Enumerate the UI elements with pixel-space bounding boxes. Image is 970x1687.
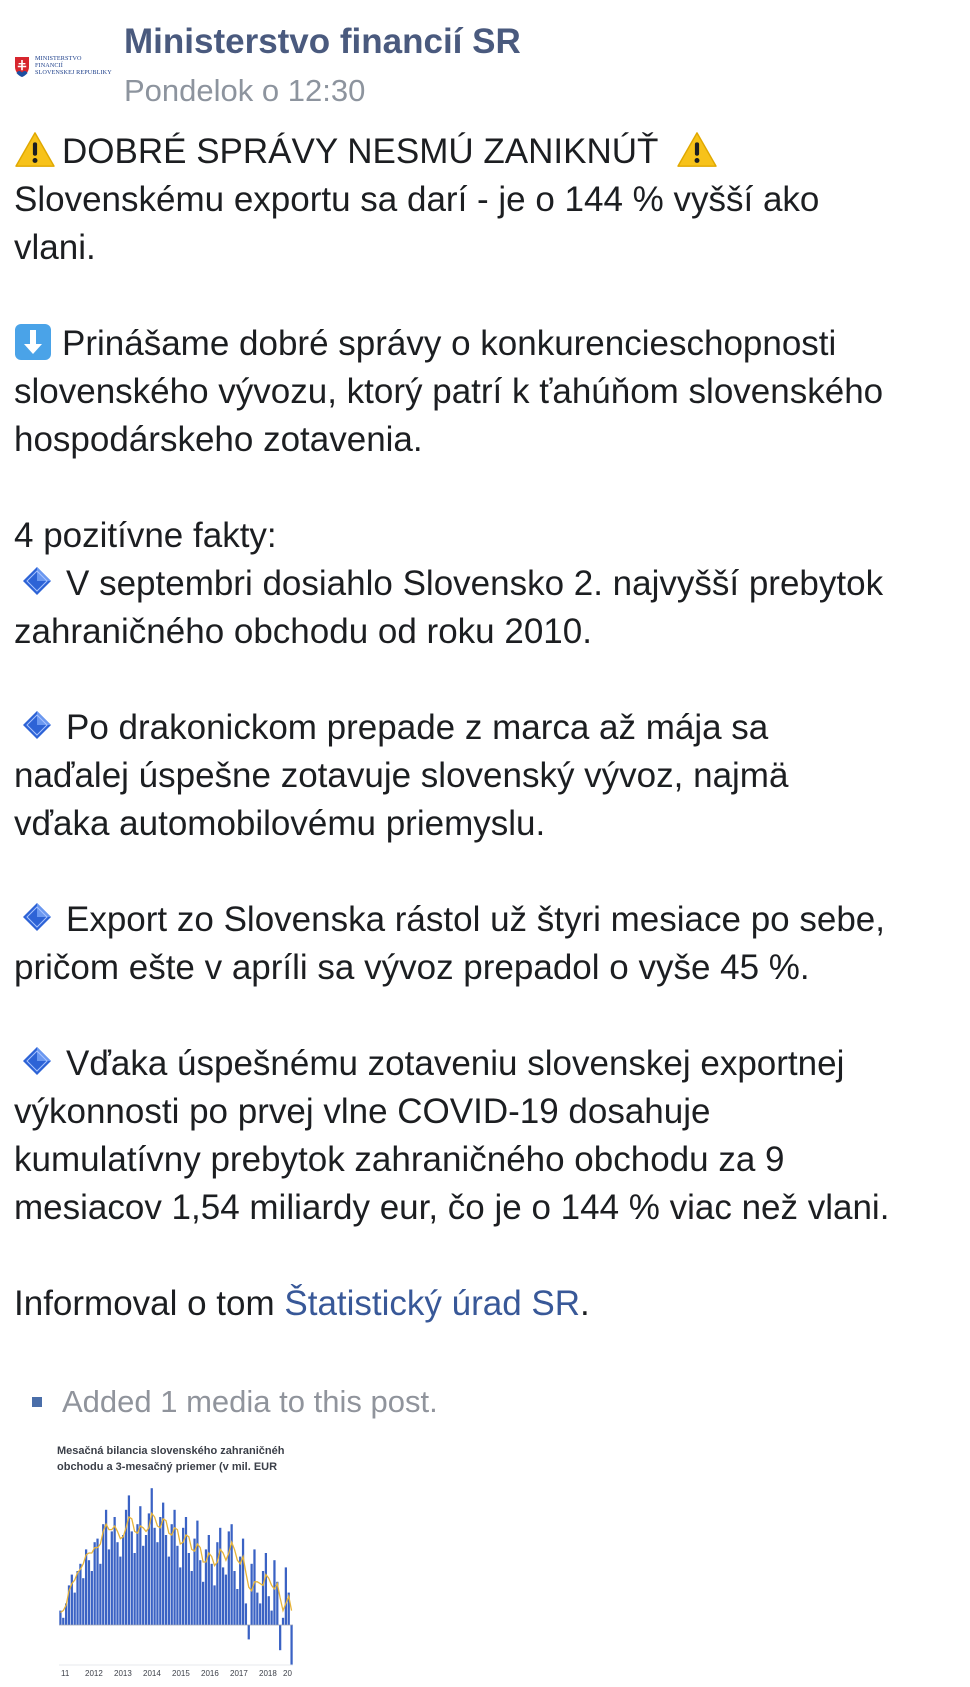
added-media-note bbox=[32, 1382, 438, 1422]
thumb-bar bbox=[251, 1564, 253, 1625]
fact-line: Export zo Slovenska rástol už štyri mesiace po sebe, bbox=[14, 896, 964, 944]
thumb-bar bbox=[265, 1553, 267, 1625]
thumb-bar bbox=[136, 1524, 138, 1625]
thumb-bar bbox=[202, 1582, 204, 1625]
thumb-bar bbox=[225, 1575, 227, 1625]
post-body bbox=[14, 128, 964, 1328]
thumb-bar bbox=[108, 1549, 110, 1625]
thumb-bar bbox=[262, 1571, 264, 1625]
thumb-bar bbox=[248, 1625, 250, 1639]
thumb-bar bbox=[165, 1535, 167, 1625]
slovak-coat-of-arms-icon bbox=[14, 56, 30, 78]
thumb-bar bbox=[131, 1531, 133, 1625]
thumb-bar bbox=[94, 1542, 96, 1625]
thumb-x-label: 2015 bbox=[172, 1669, 190, 1678]
chart-thumbnail[interactable] bbox=[55, 1440, 305, 1680]
thumb-title-line: Mesačná bilancia slovenského zahraničnéh bbox=[57, 1445, 285, 1457]
thumb-bar bbox=[122, 1535, 124, 1625]
post-header bbox=[0, 0, 970, 120]
thumb-bar bbox=[151, 1488, 153, 1625]
thumb-bar bbox=[128, 1495, 130, 1625]
thumb-bar bbox=[208, 1535, 210, 1625]
thumb-bar bbox=[145, 1535, 147, 1625]
down-arrow-icon bbox=[14, 323, 52, 361]
thumb-bar bbox=[76, 1571, 78, 1625]
thumb-bar bbox=[148, 1513, 150, 1625]
thumb-bar bbox=[85, 1549, 87, 1625]
fact-line: výkonnosti po prvej vlne COVID-19 dosahuje bbox=[14, 1092, 711, 1131]
lead-line: vlani. bbox=[14, 228, 96, 267]
thumb-bar bbox=[285, 1567, 287, 1625]
page-logo[interactable] bbox=[14, 52, 112, 88]
thumb-bar bbox=[219, 1528, 221, 1625]
thumb-bar bbox=[259, 1603, 261, 1625]
thumb-bar bbox=[96, 1539, 98, 1625]
thumb-bar bbox=[176, 1546, 178, 1625]
thumb-bar bbox=[88, 1560, 90, 1625]
thumb-bar bbox=[102, 1524, 104, 1625]
post-timestamp[interactable]: Pondelok o 12:30 bbox=[124, 73, 366, 108]
thumb-bar bbox=[116, 1542, 118, 1625]
warning-icon bbox=[676, 131, 718, 169]
logo-text: MINISTERSTVO FINANCIÍ SLOVENSKEJ REPUBLIKY bbox=[35, 55, 112, 77]
thumb-bar bbox=[196, 1521, 198, 1625]
thumb-bar bbox=[273, 1560, 275, 1625]
added-media-text: Added 1 media to this post. bbox=[62, 1384, 438, 1419]
page-name-link[interactable]: Ministerstvo financií SR bbox=[124, 22, 521, 61]
fact-line: V septembri dosiahlo Slovensko 2. najvyšší prebytok bbox=[14, 560, 964, 608]
thumb-bar bbox=[282, 1618, 284, 1625]
thumb-bar bbox=[242, 1539, 244, 1625]
fact-line: Po drakonickom prepade z marca až mája sa bbox=[14, 704, 964, 752]
thumb-x-label: 2013 bbox=[114, 1669, 132, 1678]
fact-line: vďaka automobilovému priemyslu. bbox=[14, 804, 546, 843]
thumb-bar bbox=[62, 1618, 64, 1625]
thumb-x-label: 2014 bbox=[143, 1669, 161, 1678]
thumb-bar bbox=[222, 1567, 224, 1625]
bullet-icon bbox=[32, 1397, 42, 1407]
warning-icon bbox=[14, 131, 56, 169]
thumb-bar bbox=[119, 1557, 121, 1625]
thumb-bar bbox=[114, 1517, 116, 1625]
thumb-bar bbox=[156, 1542, 158, 1625]
thumb-bar bbox=[159, 1517, 161, 1625]
thumb-bar bbox=[185, 1517, 187, 1625]
fact-line: mesiacov 1,54 miliardy eur, čo je o 144 % viac než vlani. bbox=[14, 1188, 890, 1227]
thumb-bar bbox=[236, 1589, 238, 1625]
thumb-x-label: 2016 bbox=[201, 1669, 219, 1678]
thumb-x-label: 2017 bbox=[230, 1669, 248, 1678]
thumb-bar bbox=[171, 1524, 173, 1625]
thumb-bar bbox=[211, 1564, 213, 1625]
thumb-bar bbox=[213, 1585, 215, 1625]
thumb-bar bbox=[142, 1546, 144, 1625]
thumb-bar bbox=[79, 1564, 81, 1625]
fact-line: pričom ešte v apríli sa vývoz prepadol o vyše 45 %. bbox=[14, 948, 810, 987]
thumb-bar bbox=[199, 1560, 201, 1625]
thumb-bar bbox=[91, 1571, 93, 1625]
thumb-x-label: 11 bbox=[61, 1669, 70, 1678]
blue-diamond-icon bbox=[20, 900, 54, 934]
thumb-bar bbox=[228, 1531, 230, 1625]
thumb-bar bbox=[253, 1549, 255, 1625]
thumb-title-line: obchodu a 3-mesačný priemer (v mil. EUR bbox=[57, 1461, 278, 1473]
lead-line: Slovenskému exportu sa darí - je o 144 % vyšší ako bbox=[14, 180, 820, 219]
blue-diamond-icon bbox=[20, 1044, 54, 1078]
intro-line: hospodárskeho zotavenia. bbox=[14, 420, 423, 459]
thumb-bar bbox=[233, 1571, 235, 1625]
thumb-x-label: 2012 bbox=[85, 1669, 103, 1678]
thumb-x-label: 2018 bbox=[259, 1669, 277, 1678]
thumb-x-label: 20 bbox=[283, 1669, 292, 1678]
thumb-bar bbox=[231, 1524, 233, 1625]
headline-text: DOBRÉ SPRÁVY NESMÚ ZANIKNÚŤ bbox=[62, 132, 659, 171]
blue-diamond-icon bbox=[20, 708, 54, 742]
thumb-bar bbox=[279, 1625, 281, 1650]
thumb-bar bbox=[168, 1557, 170, 1625]
thumb-bar bbox=[239, 1557, 241, 1625]
thumb-bar bbox=[82, 1578, 84, 1625]
fact-line: kumulatívny prebytok zahraničného obchodu za 9 bbox=[14, 1140, 785, 1179]
thumb-bar bbox=[153, 1528, 155, 1625]
thumb-bar bbox=[245, 1603, 247, 1625]
thumb-bar bbox=[290, 1625, 292, 1665]
intro-line: Prinášame dobré správy o konkurencieschopnosti bbox=[14, 320, 964, 368]
thumb-bar bbox=[191, 1571, 193, 1625]
thumb-bar bbox=[270, 1611, 272, 1625]
blue-diamond-icon bbox=[20, 564, 54, 598]
thumb-bar bbox=[59, 1611, 61, 1625]
thumb-bar bbox=[216, 1542, 218, 1625]
source-line: Informoval o tom Štatistický úrad SR. bbox=[14, 1284, 590, 1323]
thumb-bar bbox=[74, 1593, 76, 1625]
thumb-bar bbox=[179, 1567, 181, 1625]
thumb-bar bbox=[188, 1553, 190, 1625]
thumb-bar bbox=[111, 1531, 113, 1625]
fact-line: Vďaka úspešnému zotaveniu slovenskej exportnej bbox=[14, 1040, 964, 1088]
fact-line: zahraničného obchodu od roku 2010. bbox=[14, 612, 592, 651]
fact-line: naďalej úspešne zotavuje slovenský vývoz, najmä bbox=[14, 756, 789, 795]
thumb-bar bbox=[134, 1553, 136, 1625]
headline bbox=[14, 128, 964, 176]
thumb-bar bbox=[268, 1596, 270, 1625]
source-link[interactable]: Štatistický úrad SR bbox=[284, 1284, 581, 1323]
thumb-bar bbox=[99, 1564, 101, 1625]
thumb-bar bbox=[256, 1593, 258, 1625]
intro-line: slovenského vývozu, ktorý patrí k ťahúňom slovenského bbox=[14, 372, 884, 411]
facts-title: 4 pozitívne fakty: bbox=[14, 516, 277, 555]
thumb-bar bbox=[139, 1506, 141, 1625]
